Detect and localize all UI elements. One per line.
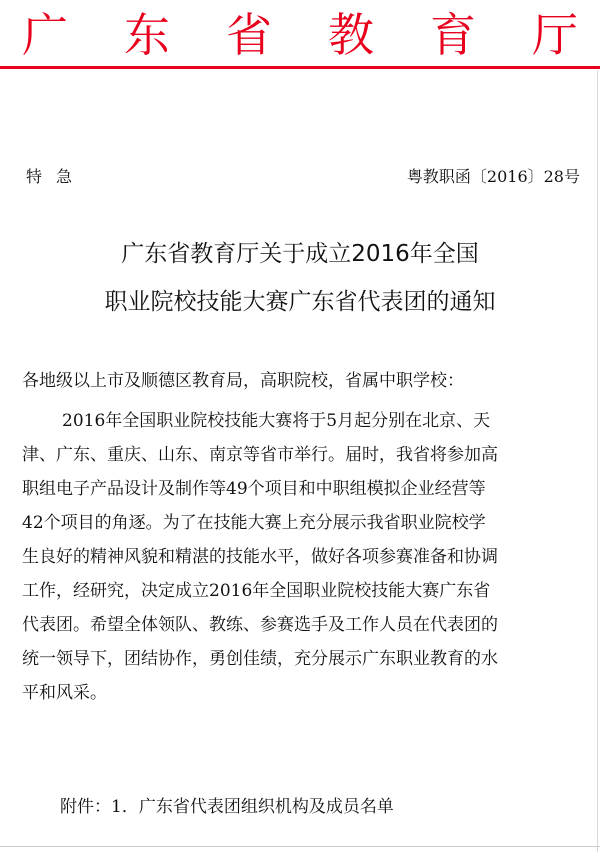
header-char: 广 xyxy=(22,8,68,62)
body-line: 平和风采。 xyxy=(22,683,107,703)
header-char: 教 xyxy=(328,8,374,62)
body-line: 统一领导下，团结协作，勇创佳绩，充分展示广东职业教育的水 xyxy=(22,649,498,669)
red-header-rule xyxy=(0,66,600,69)
body-line: 工作，经研究，决定成立2016年全国职业院校技能大赛广东省 xyxy=(22,581,491,601)
body-line: 42个项目的角逐。为了在技能大赛上充分展示我省职业院校学 xyxy=(22,513,486,533)
header-char: 东 xyxy=(124,8,170,62)
body-text xyxy=(22,404,582,710)
title-line: 广东省教育厅关于成立2016年全国 xyxy=(121,241,479,267)
header-char: 省 xyxy=(226,8,272,62)
attachment-line: 附件：1．广东省代表团组织机构及成员名单 xyxy=(60,797,394,817)
document-number: 粤教职函〔2016〕28号 xyxy=(406,167,580,186)
document-title xyxy=(0,230,600,326)
header-char: 育 xyxy=(430,8,476,62)
urgency-label: 特急 xyxy=(26,167,87,186)
body-line: 2016年全国职业院校技能大赛将于5月起分别在北京、天 xyxy=(62,411,491,431)
body-line: 职组电子产品设计及制作等49个项目和中职组模拟企业经营等 xyxy=(22,479,486,499)
salutation: 各地级以上市及顺德区教育局，高职院校，省属中职学校： xyxy=(22,371,464,391)
page-edge-bottom xyxy=(0,846,600,847)
body-line: 代表团。希望全体领队、教练、参赛选手及工作人员在代表团的 xyxy=(22,615,498,635)
body-line: 生良好的精神风貌和精湛的技能水平，做好各项参赛准备和协调 xyxy=(22,547,498,567)
issuing-authority-header xyxy=(22,4,578,66)
title-line: 职业院校技能大赛广东省代表团的通知 xyxy=(104,289,496,315)
header-char: 厅 xyxy=(532,8,578,62)
body-line: 津、广东、重庆、山东、南京等省市举行。届时，我省将参加高 xyxy=(22,445,498,465)
page-edge-right xyxy=(597,70,598,852)
